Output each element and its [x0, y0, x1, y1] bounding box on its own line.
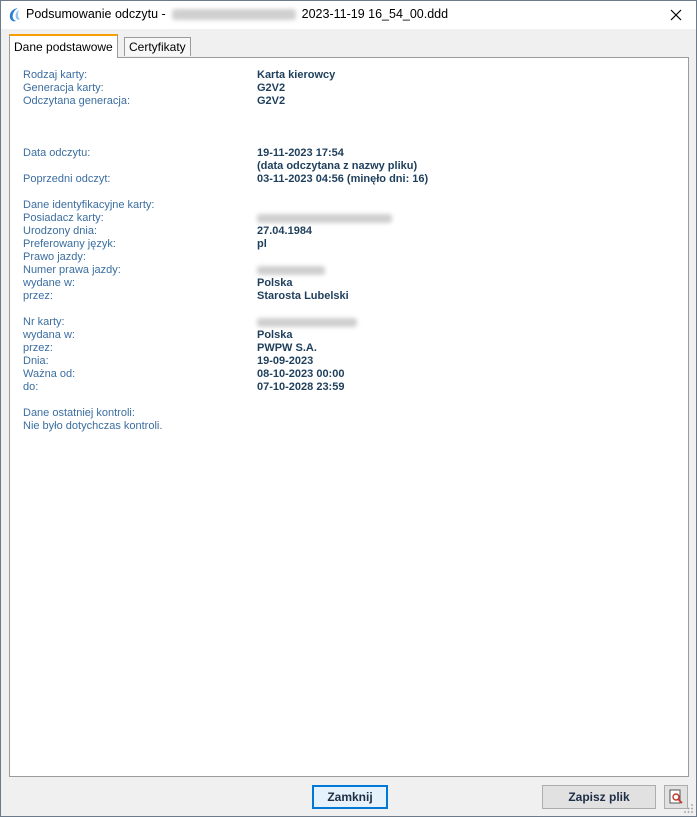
row-holder — [23, 212, 673, 225]
window-title-suffix: 2023-11-19 16_54_00.ddd — [301, 7, 449, 21]
row-card-issue-day — [23, 355, 673, 368]
redacted-driver-name — [172, 9, 296, 20]
row-card-number — [23, 316, 673, 329]
label-language: Preferowany język: — [23, 238, 116, 250]
label-card-generation: Generacja karty: — [23, 82, 104, 94]
label-previous-read: Poprzedni odczyt: — [23, 173, 111, 185]
row-previous-read — [23, 173, 673, 186]
value-card-issued-in: Polska — [257, 329, 293, 341]
row-card-issued-in — [23, 329, 673, 342]
row-language — [23, 238, 673, 251]
label-identification-header: Dane identyfikacyjne karty: — [23, 199, 155, 211]
print-preview-icon — [668, 789, 684, 805]
title-bar[interactable] — [1, 1, 696, 29]
row-valid-to — [23, 381, 673, 394]
row-driving-license-header — [23, 251, 673, 264]
value-card-generation: G2V2 — [257, 82, 286, 94]
label-license-issued-in: wydane w: — [23, 277, 75, 289]
value-read-generation: G2V2 — [257, 95, 286, 107]
row-license-issued-in — [23, 277, 673, 290]
label-license-issued-by: przez: — [23, 290, 53, 302]
save-file-button[interactable]: Zapisz plik — [542, 785, 656, 809]
label-card-type: Rodzaj karty: — [23, 69, 88, 81]
row-read-date-note — [23, 160, 673, 173]
row-read-generation — [23, 95, 673, 108]
value-card-issue-day: 19-09-2023 — [257, 355, 314, 367]
label-card-number: Nr karty: — [23, 316, 65, 328]
row-card-generation — [23, 82, 673, 95]
tab-certificates[interactable]: Certyfikaty — [124, 37, 191, 56]
value-read-date: 19-11-2023 17:54 — [257, 147, 344, 159]
row-license-number — [23, 264, 673, 277]
close-button[interactable]: Zamknij — [312, 785, 388, 809]
label-read-date: Data odczytu: — [23, 147, 91, 159]
window-title — [26, 7, 448, 21]
row-last-control-header — [23, 407, 673, 420]
label-last-control-header: Dane ostatniej kontroli: — [23, 407, 135, 419]
row-card-type — [23, 69, 673, 82]
row-last-control-info — [23, 420, 673, 433]
tab-basic-data[interactable]: Dane podstawowe — [9, 34, 118, 58]
label-license-number: Numer prawa jazdy: — [23, 264, 121, 276]
label-card-issued-in: wydana w: — [23, 329, 75, 341]
label-birth-date: Urodzony dnia: — [23, 225, 97, 237]
row-birth-date — [23, 225, 673, 238]
label-holder: Posiadacz karty: — [23, 212, 104, 224]
app-logo-icon — [7, 7, 23, 23]
label-card-issued-by: przez: — [23, 342, 53, 354]
value-birth-date: 27.04.1984 — [257, 225, 313, 237]
label-driving-license-header: Prawo jazdy: — [23, 251, 86, 263]
row-valid-from — [23, 368, 673, 381]
value-valid-from: 08-10-2023 00:00 — [257, 368, 345, 380]
value-valid-to: 07-10-2028 23:59 — [257, 381, 345, 393]
redacted-holder-name — [257, 214, 392, 223]
value-card-issued-by: PWPW S.A. — [257, 342, 317, 354]
label-valid-to: do: — [23, 381, 39, 393]
row-license-issued-by — [23, 290, 673, 303]
window-title-prefix: Podsumowanie odczytu - — [26, 7, 166, 21]
redacted-card-number — [257, 318, 357, 327]
row-card-issued-by — [23, 342, 673, 355]
close-icon[interactable] — [666, 5, 686, 25]
label-card-issue-day: Dnia: — [23, 355, 49, 367]
value-card-type: Karta kierowcy — [257, 69, 336, 81]
value-license-issued-by: Starosta Lubelski — [257, 290, 349, 302]
value-read-date-note: (data odczytana z nazwy pliku) — [257, 160, 418, 172]
label-last-control-info: Nie było dotychczas kontroli. — [23, 420, 163, 432]
resize-grip-icon[interactable] — [684, 804, 694, 814]
label-read-generation: Odczytana generacja: — [23, 95, 131, 107]
label-valid-from: Ważna od: — [23, 368, 76, 380]
value-previous-read: 03-11-2023 04:56 (minęło dni: 16) — [257, 173, 429, 185]
basic-data-panel — [9, 57, 689, 777]
row-read-date — [23, 147, 673, 160]
value-license-issued-in: Polska — [257, 277, 293, 289]
redacted-license-number — [257, 266, 325, 275]
row-identification-header — [23, 199, 673, 212]
value-language: pl — [257, 238, 267, 250]
